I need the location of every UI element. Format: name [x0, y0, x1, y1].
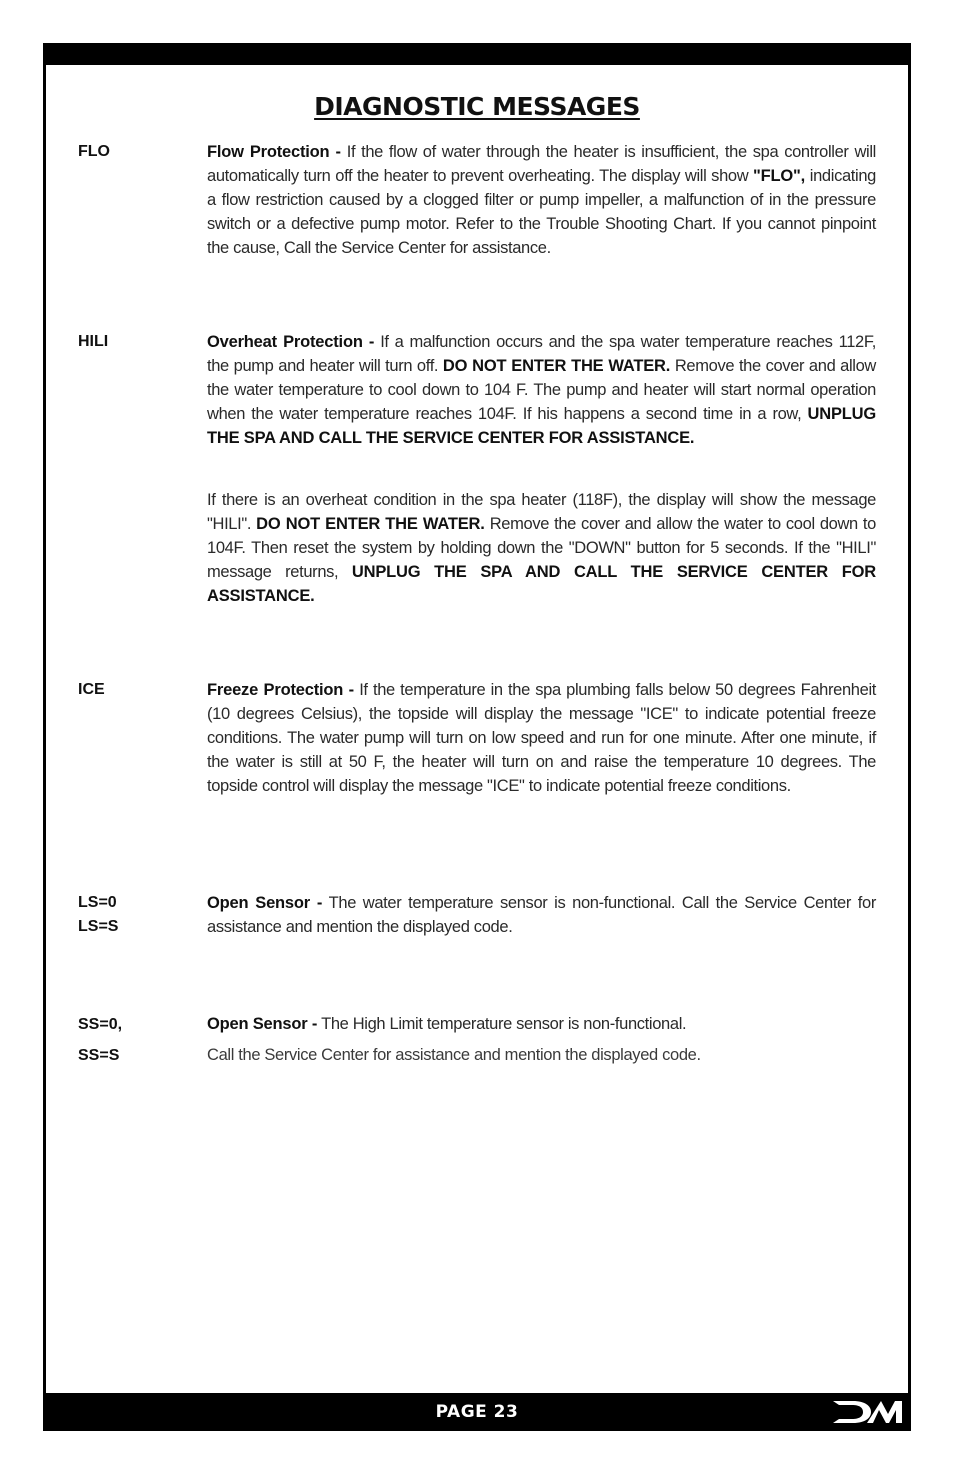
overheat-protection-description: [207, 330, 876, 450]
entry-heading: Open Sensor -: [207, 1015, 318, 1033]
code-line: SS=0,: [78, 1016, 123, 1033]
entry-emphasis: DO NOT ENTER THE WATER.: [442, 357, 671, 375]
overheat-secondary-paragraph: [207, 488, 876, 608]
entry-body: If a malfunction occurs and the spa water temperature reaches 112F, the pump and heater will turn off.: [207, 333, 876, 375]
entry-body: Remove the cover and allow the water temperature to cool down to 104 F. The pump and heater will start normal operation when the water temperature reaches 104F. If his happens a second time in a row,: [207, 357, 876, 423]
entry-body: If the flow of water through the heater is insufficient, the spa controller will automatically turn off the heater to prevent overheating. The display will show: [207, 143, 876, 185]
code-hili: [78, 330, 188, 354]
entry-body: If there is an overheat condition in the spa heater (118F), the display will show the message "HILI".: [207, 491, 876, 533]
entry-emphasis: UNPLUG THE SPA AND CALL THE SERVICE CENTER FOR ASSISTANCE.: [207, 563, 876, 605]
entry-body: If the temperature in the spa plumbing falls below 50 degrees Fahrenheit (10 degrees Celsius), the topside will display the message "ICE" to indicate potential freeze conditions. The water pump will turn on low speed and run for one minute. After one minute, if the water is still at 50 F, the heater will turn on and raise the temperature 10 degrees. The topside control will display the message "ICE" to indicate potential freeze conditions.: [207, 681, 877, 795]
footer-bar: [43, 1393, 911, 1431]
entry-body: indicating a flow restriction caused by a clogged filter or pump impeller, a malfunction of in the pressure switch or a defective pump motor. Refer to the Trouble Shooting Chart. If you cannot pinpoint the cause, Call the Service Center for assistance.: [207, 167, 876, 257]
entry-body: The High Limit temperature sensor is non-functional.: [317, 1015, 687, 1033]
code-line: SS=S: [78, 1047, 120, 1064]
entry-body: The water temperature sensor is non-functional. Call the Service Center for assistance and mention the displayed code.: [207, 894, 876, 936]
header-bar: [43, 43, 911, 65]
water-sensor-description: [207, 891, 876, 939]
freeze-protection-description: [207, 678, 876, 798]
code-line: FLO: [78, 143, 110, 160]
entry-heading: Freeze Protection -: [207, 681, 354, 699]
flow-protection-description: [207, 140, 876, 260]
code-ice: [78, 678, 188, 702]
page-number: PAGE 23: [435, 1402, 519, 1422]
entry-body: Call the Service Center for assistance and mention the displayed code.: [207, 1046, 701, 1064]
high-limit-sensor-description: [207, 1009, 876, 1071]
dm-logo-icon: [831, 1397, 905, 1427]
code-line: LS=0: [78, 894, 117, 911]
entry-heading: Flow Protection -: [207, 143, 341, 161]
code-flo: [78, 140, 188, 164]
code-ss: [78, 1009, 188, 1071]
code-line: HILI: [78, 333, 109, 350]
code-ls: [78, 891, 188, 939]
code-line: LS=S: [78, 918, 119, 935]
entry-emphasis: UNPLUG THE SPA AND CALL THE SERVICE CENTER FOR ASSISTANCE.: [207, 405, 876, 447]
entry-emphasis: "FLO",: [753, 167, 806, 185]
entry-heading: Open Sensor -: [207, 894, 323, 912]
code-line: ICE: [78, 681, 105, 698]
entry-heading: Overheat Protection -: [207, 333, 375, 351]
page-title: DIAGNOSTIC MESSAGES: [314, 92, 640, 121]
entry-body: Remove the cover and allow the water to cool down to 104F. Then reset the system by holding down the "DOWN" button for 5 seconds. If the "HILI" message returns,: [207, 515, 876, 581]
entry-emphasis: DO NOT ENTER THE WATER.: [256, 515, 485, 533]
